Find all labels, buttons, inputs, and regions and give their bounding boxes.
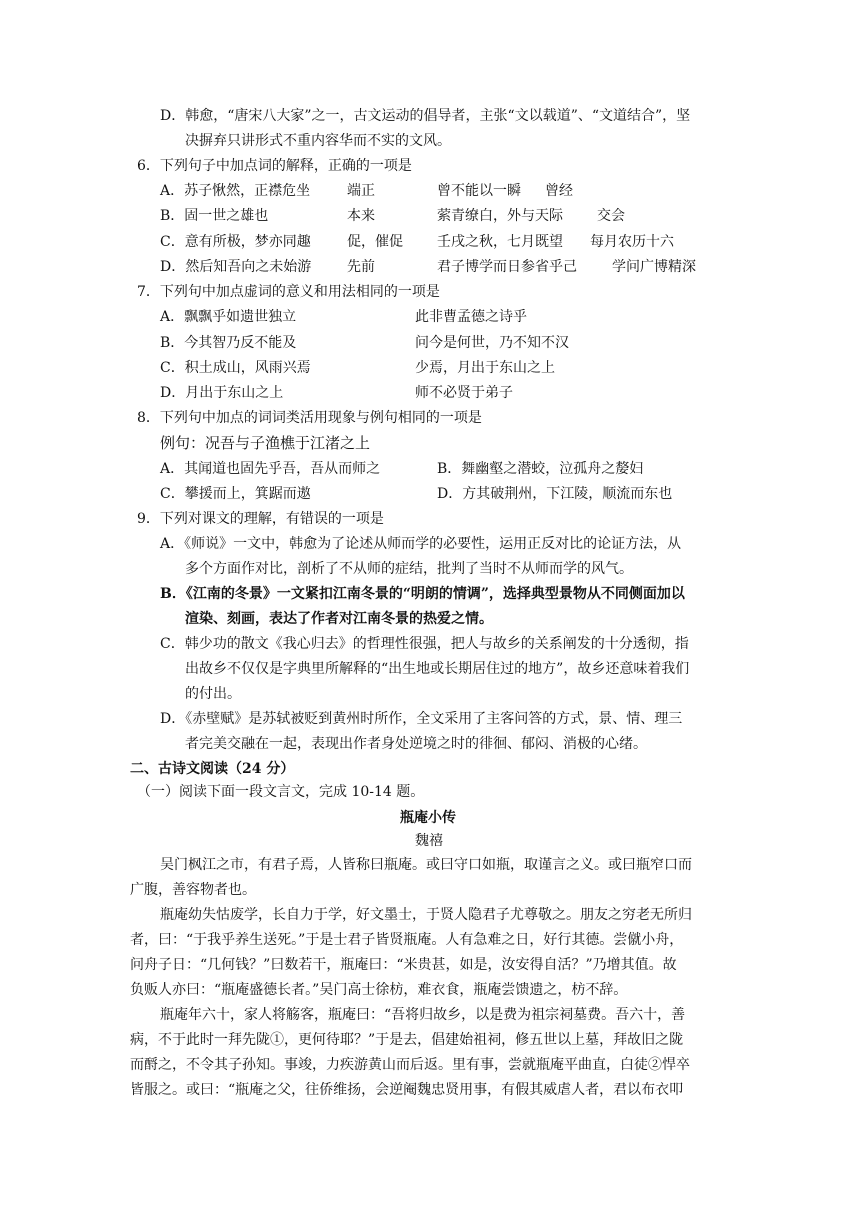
q9-option-b-line2: 渲染、刻画，表达了作者对江南冬景的热爱之情。 (185, 611, 493, 627)
q8-option-a: A．其闻道也固先乎吾，吾从而师之 (160, 461, 381, 477)
q6-option-b-sentence2: 萦青缭白，外与天际 (437, 208, 563, 224)
passage-line: 问舟子日：“几何钱？”曰数若干，瓶庵曰：“米贵甚，如是，汝安得自活？”乃增其值。故 (130, 957, 677, 973)
q7-option-d-left: D．月出于东山之上 (160, 385, 284, 401)
passage-line: 皆服之。或曰：“瓶庵之父，往侨维扬，会逆阉魏忠贤用事，有假其威虐人者，君以布衣叩 (130, 1082, 684, 1098)
q7-option-c-right: 少焉，月出于东山之上 (415, 360, 555, 376)
q8-option-d: D．方其破荆州，下江陵，顺流而东也 (437, 486, 673, 502)
q8-stem: 8．下列句中加点的词词类活用现象与例句相同的一项是 (137, 410, 482, 426)
q6-option-b-gloss1: 本来 (347, 208, 375, 224)
passage-line: 瓶庵幼失怙废学，长自力于学，好文墨士，于贤人隐君子尤尊敬之。朋友之穷老无所归 (160, 907, 692, 923)
q6-option-d-gloss2: 学问广博精深 (612, 259, 696, 275)
q6-option-a-gloss1: 端正 (347, 183, 375, 199)
q6-stem: 6．下列句子中加点词的解释，正确的一项是 (137, 158, 412, 174)
q9-stem: 9．下列对课文的理解，有错误的一项是 (137, 511, 384, 527)
q6-option-d-sentence1: D．然后知吾向之未始游 (160, 259, 312, 275)
q5-option-d-line2: 决摒弃只讲形式不重内容华而不实的文风。 (185, 133, 451, 149)
q7-option-b-right: 问今是何世，乃不知不汉 (415, 335, 569, 351)
q8-option-c: C．攀援而上，箕踞而遨 (160, 486, 311, 502)
q7-option-a-left: A．飘飘乎如遗世独立 (160, 309, 297, 325)
q9-option-a-line1: A．《师说》一文中，韩愈为了论述从师而学的必要性，运用正反对比的论证方法，从 (160, 536, 682, 552)
passage-line: 而酹之，不令其子孙知。事竣，力疾游黄山而后返。里有事，尝就瓶庵平曲直，白徒②悍卒 (130, 1057, 690, 1073)
q9-option-c-line2: 出故乡不仅仅是字典里所解释的“出生地或长期居住过的地方”，故乡还意味着我们 (185, 661, 690, 677)
q6-option-b-gloss2: 交会 (597, 208, 625, 224)
passage-line: 负贩人亦曰：“瓶庵盛德长者。”吴门高士徐枋，难衣食，瓶庵尝馈遗之，枋不辞。 (130, 982, 628, 998)
q5-option-d-line1: D．韩愈，“唐宋八大家”之一，古文运动的倡导者，主张“文以载道”、“文道结合”，坚 (160, 108, 691, 124)
q6-option-a-gloss2: 曾经 (545, 183, 573, 199)
passage-line: 病，不于此时一拜先陇①，更何待耶？”于是去，倡建始祖祠，修五世以上墓，拜故旧之陇 (130, 1032, 684, 1048)
passage-line: 广腹，善容物者也。 (130, 882, 256, 898)
q6-option-c-sentence2: 壬戌之秋，七月既望 (437, 234, 563, 250)
q7-stem: 7．下列句中加点虚词的意义和用法相同的一项是 (137, 284, 440, 300)
q7-option-b-left: B．今其智乃反不能及 (160, 335, 297, 351)
q7-option-c-left: C．积土成山，风雨兴焉 (160, 360, 311, 376)
q6-option-a-sentence2: 曾不能以一瞬 (437, 183, 521, 199)
q9-option-a-line2: 多个方面作对比，剖析了不从师的症结，批判了当时不从师而学的风气。 (185, 561, 633, 577)
passage-line: 者，曰：“于我乎养生送死。”于是士君子皆贤瓶庵。人有急难之日，好行其德。尝僦小舟， (130, 932, 684, 948)
q9-option-b-line1: B．《江南的冬景》一文紧扣江南冬景的“明朗的情调”，选择典型景物从不同侧面加以 (160, 586, 685, 602)
q8-option-b: B．舞幽壑之潜蛟，泣孤舟之嫠妇 (437, 461, 644, 477)
q9-option-c-line1: C．韩少功的散文《我心归去》的哲理性很强，把人与故乡的关系阐发的十分透彻，指 (160, 636, 689, 652)
q6-option-c-gloss2: 每月农历十六 (590, 234, 674, 250)
passage-line: 瓶庵年六十，家人将觞客，瓶庵曰：“吾将归故乡，以是费为祖宗祠墓费。吾六十，善 (160, 1007, 686, 1023)
q9-option-c-line3: 的付出。 (185, 686, 241, 702)
section-heading: 二、古诗文阅读（24 分） (130, 761, 295, 777)
q9-option-d-line2: 者完美交融在一起，表现出作者身处逆境之时的徘徊、郁闷、消极的心绪。 (185, 736, 647, 752)
q6-option-d-sentence2: 君子博学而日参省乎己 (437, 259, 577, 275)
q7-option-d-right: 师不必贤于弟子 (415, 385, 513, 401)
q6-option-b-sentence1: B．固一世之雄也 (160, 208, 269, 224)
q9-option-d-line1: D．《赤壁赋》是苏轼被贬到黄州时所作，全文采用了主客问答的方式，景、情、理三 (160, 711, 683, 727)
section-instruction: （一）阅读下面一段文言文，完成 10-14 题。 (137, 784, 425, 800)
passage-title: 瓶庵小传 (400, 810, 456, 826)
q6-option-a-sentence1: A．苏子愀然，正襟危坐 (160, 183, 311, 199)
q7-option-a-right: 此非曹孟德之诗乎 (415, 309, 527, 325)
q6-option-d-gloss1: 先前 (347, 259, 375, 275)
passage-line: 吴门枫江之市，有君子焉，人皆称曰瓶庵。或曰守口如瓶，取谨言之义。或曰瓶窄口而 (160, 857, 692, 873)
q8-example: 例句：况吾与子渔樵于江渚之上 (160, 434, 371, 452)
passage-author: 魏禧 (415, 833, 443, 849)
q6-option-c-gloss1: 促，催促 (347, 234, 403, 250)
q6-option-c-sentence1: C．意有所极，梦亦同趣 (160, 234, 311, 250)
